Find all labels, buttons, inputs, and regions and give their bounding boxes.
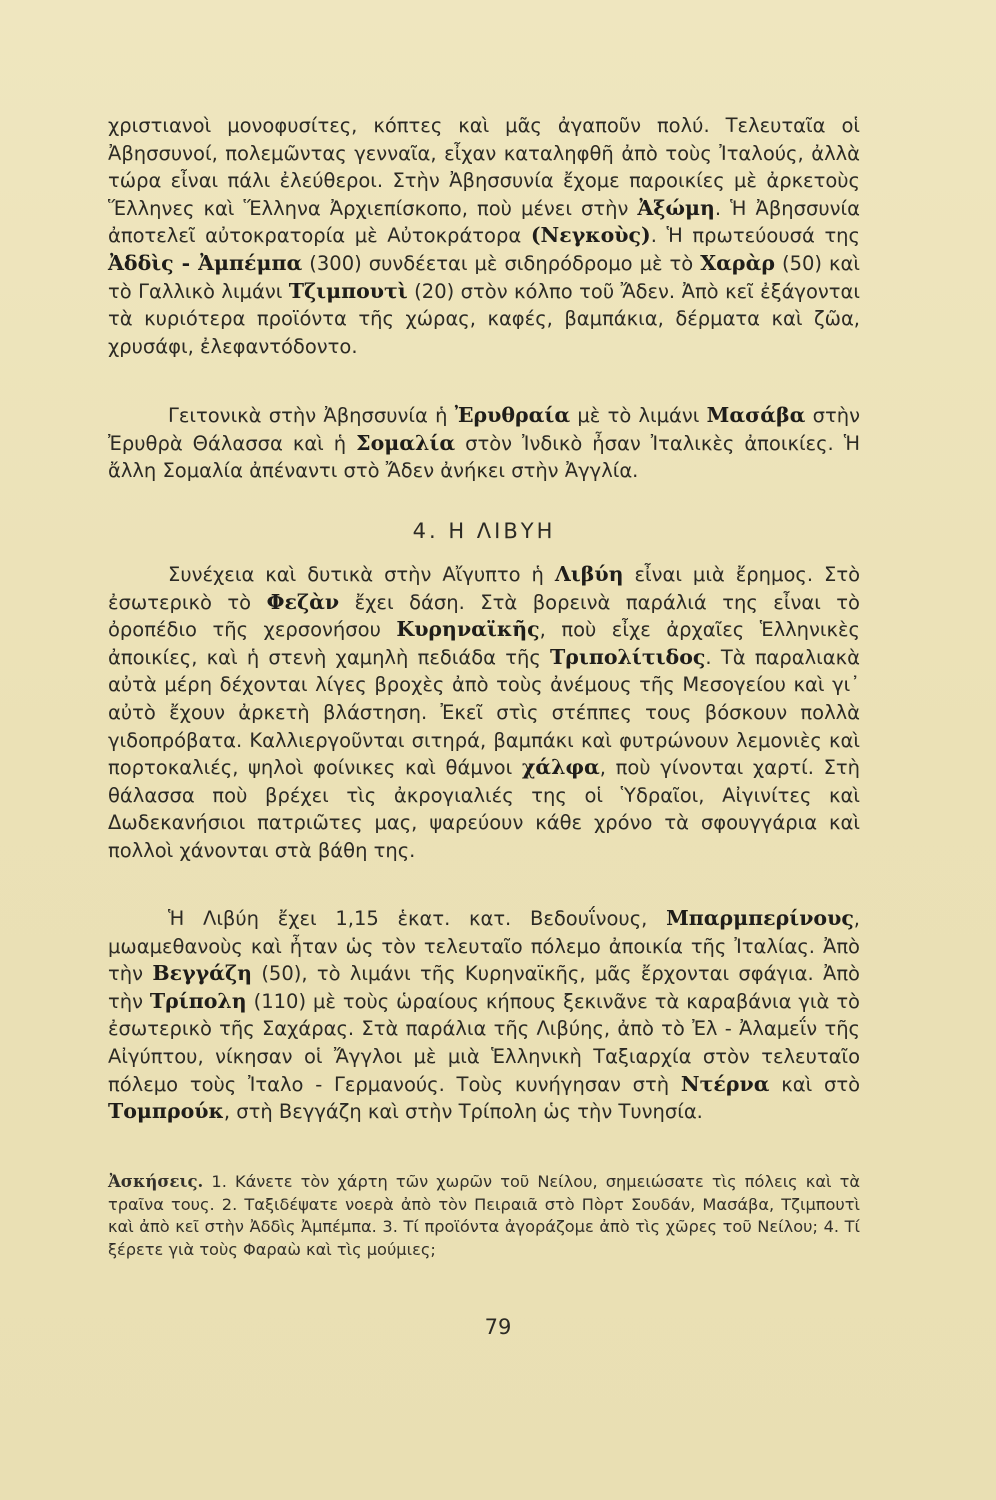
exercises-text: 1. Κάνετε τὸν χάρτη τῶν χωρῶν τοῦ Νείλου, σημειώσατε τὶς πόλεις καὶ τὰ τραῖνα τους. 2. Ταξιδέψατε νοερὰ ἀπὸ τὸν Πειραιᾶ στὸ Πὸρτ Σουδάν, Μασάβα, Τζιμπουτὶ καὶ ἀπὸ κεῖ στὴν Ἀδδὶς Ἀμπέμπα. 3. Τί προϊόντα ἀγοράζομε ἀπὸ τὶς χῶρες τοῦ Νείλου; 4. Τί ξέρετε γιὰ τοὺς Φαραὼ καὶ τὶς μούμιες; [108,1172,860,1259]
text-run: χριστιανοὶ μονοφυσίτες, κόπτες καὶ μᾶς ἀγαποῦν πολύ. Τελευταῖα οἱ Ἀβησσυνοί, πολεμῶντας γενναῖα, εἶχαν καταληφθῆ ἀπὸ τοὺς Ἰταλούς, ἀλλὰ τώρα εἶναι πάλι ἐλεύθεροι. Στὴν Ἀβησσυνία ἔχομε παροικίες μὲ ἀρκετοὺς Ἕλληνες καὶ Ἕλληνα Ἀρχιεπίσκοπο, ποὺ μένει στὴν [108,114,860,220]
text-run: στὸν Ἰνδικὸ ἦσαν Ἰταλικὲς ἀποικίες. Ἡ ἄλλη Σομαλία ἀπέναντι στὸ Ἄδεν ἀνήκει στὴν Ἀγγλία. [108,431,861,483]
bold-term-somalia: Σομαλία [356,430,456,455]
text-run: (50) καὶ τὸ Γαλλικὸ λιμάνι [108,251,860,303]
text-run: Ἡ Λιβύη ἔχει 1,15 ἑκατ. κατ. Βεδουΐνους, [168,907,667,930]
bold-term-harar: Χαρὰρ [700,250,775,275]
bold-term-negus: (Νεγκοὺς) [530,223,651,248]
text-run: . Ἡ πρωτεύουσά της [650,224,860,248]
text-run: (20) στὸν κόλπο τοῦ Ἄδεν. Ἀπὸ κεῖ ἐξάγονται τὰ κυριότερα προϊόντα τῆς χώρας, καφές, βαμπάκια, δέρματα καὶ ζῶα, χρυσάφι, ἐλεφαντόδοντο. [108,279,860,358]
bold-term-tripolitania: Τριπολίτιδος [550,644,706,669]
text-run: . Ἡ Ἀβησσυνία ἀποτελεῖ αὐτοκρατορία μὲ Αὐτοκράτορα [108,196,860,248]
text-run: Συνέχεια καὶ δυτικὰ στὴν Αἴγυπτο ἡ [168,563,555,586]
text-run: στὴν Ἐρυθρὰ Θάλασσα καὶ ἡ [108,404,860,455]
text-run: ἔχει δάση. Στὰ βορεινὰ παράλιά της εἶναι τὸ ὀροπέδιο τῆς χερσονήσου [108,590,860,642]
text-run: Γειτονικὰ στὴν Ἀβησσυνία ἡ [168,404,455,427]
text-run: , ποὺ εἶχε ἀρχαῖες Ἑλληνικὲς ἀποικίες, καὶ ἡ στενὴ χαμηλὴ πεδιάδα τῆς [108,618,860,669]
text-run: μὲ τὸ λιμάνι [570,404,707,427]
bold-term-derna: Ντέρνα [680,1071,770,1096]
text-run: καὶ στὸ [769,1072,860,1096]
text-run: . Τὰ παραλιακὰ αὐτὰ μέρη δέχονται λίγες βροχὲς ἀπὸ τοὺς ἀνέμους τῆς Μεσογείου καὶ γι᾿ αὐτὸ ἔχουν ἀρκετὴ βλάστηση. Ἐκεῖ στὶς στέππες τους βόσκουν πολλὰ γιδοπρόβατα. Καλλιεργοῦνται σιτηρά, βαμπάκι καὶ φυτρώνουν λεμονιὲς καὶ πορτοκαλιές, ψηλοὶ φοίνικες καὶ θάμνοι [108,645,860,780]
paragraph-eritrea-somalia [108,402,860,485]
bold-term-tripoli: Τρίπολη [149,988,247,1013]
text-run: , μωαμεθανοὺς καὶ ἦταν ὡς τὸν τελευταῖο πόλεμο ἀποικία τῆς Ἰταλίας. Ἀπὸ τὴν [108,907,860,986]
bold-term-axum: Ἀξώμη [637,195,715,220]
text-run: εἶναι μιὰ ἔρημος. Στὸ ἐσωτερικὸ τὸ [108,563,860,614]
bold-term-libya: Λιβύη [554,562,624,586]
bold-term-massawa: Μασάβα [706,403,806,427]
text-run: (300) συνδέεται μὲ σιδηρόδρομο μὲ τὸ [302,251,701,275]
text-run: (110) μὲ τοὺς ὡραίους κήπους ξεκινᾶνε τὰ καραβάνια γιὰ τὸ ἐσωτερικὸ τῆς Σαχάρας. Στὰ παράλια τῆς Λιβύης, ἀπὸ τὸ Ἐλ - Ἀλαμεΐν τῆς Αἰγύπτου, νίκησαν οἱ Ἄγγλοι μὲ μιὰ Ἑλληνικὴ Ταξιαρχία στὸν τελευταῖο πόλεμο τοὺς Ἰταλο - Γερμανούς. Τοὺς κυνήγησαν στὴ [108,989,860,1096]
page-number: 79 [484,1315,512,1339]
exercises-block [108,1171,860,1261]
bold-term-tobruk: Τομπρούκ [108,1099,224,1124]
section-heading: 4. Η ΛΙΒΥΗ [412,519,556,543]
paragraph-libya-people [108,905,860,1126]
paragraph-libya-geography [108,561,860,865]
bold-term-halfa: χάλφα [521,755,600,780]
text-run: , ποὺ γίνονται χαρτί. Στὴ θάλασσα ποὺ βρέχει τὶς ἀκρογιαλιές της οἱ Ὑδραῖοι, Αἰγινίτες καὶ Δωδεκανήσιοι πατριῶτες μας, ψαρεύουν κάθε χρόνο τὰ σφουγγάρια καὶ πολλοὶ χάνονται στὰ βάθη της. [108,756,860,862]
bold-term-fezzan: Φεζὰν [266,589,340,614]
bold-term-djibouti: Τζιμπουτὶ [288,278,408,303]
bold-term-addis-ababa: Ἀδδὶς - Ἀμπέμπα [108,250,303,275]
bold-term-berbers: Μπαρμπερίνους [666,906,854,930]
paragraph-abyssinia [108,112,860,360]
text-run: , στὴ Βεγγάζη καὶ στὴν Τρίπολη ὡς τὴν Τυνησία. [223,1100,703,1124]
bold-term-eritrea: Ἐρυθραία [454,403,571,427]
bold-term-benghazi: Βεγγάζη [152,961,252,986]
exercises-label: Ἀσκήσεις. [108,1172,204,1191]
bold-term-cyrenaica: Κυρηναϊκῆς [396,617,540,642]
text-run: (50), τὸ λιμάνι τῆς Κυρηναϊκῆς, μᾶς ἔρχονται σφάγια. Ἀπὸ τὴν [108,962,860,1013]
